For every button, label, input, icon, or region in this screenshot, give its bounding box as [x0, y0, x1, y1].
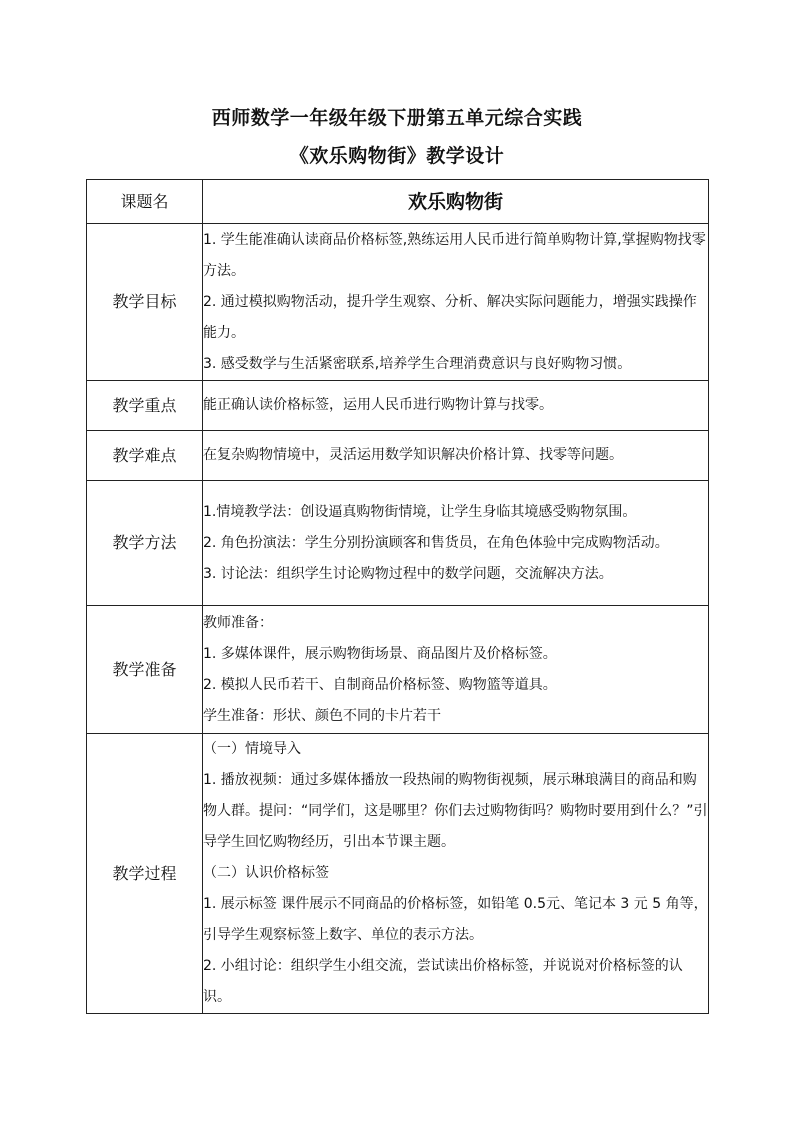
preparation-row — [87, 606, 709, 734]
method-item: 2. 角色扮演法：学生分别扮演顾客和售货员，在角色体验中完成购物活动。 — [203, 534, 669, 551]
objectives-label: 教学目标 — [87, 224, 203, 381]
difficulties-label: 教学难点 — [87, 431, 203, 481]
process-label: 教学过程 — [87, 734, 203, 1014]
difficulties-text: 在复杂购物情境中，灵活运用数学知识解决价格计算、找零等问题。 — [203, 447, 623, 463]
objectives-content — [203, 224, 709, 381]
preparation-content — [203, 606, 709, 734]
process-item: （一）情境导入 — [203, 741, 301, 757]
process-content — [203, 734, 709, 1014]
preparation-item: 2. 模拟人民币若干、自制商品价格标签、购物篮等道具。 — [203, 676, 557, 693]
key-points-content — [203, 381, 709, 431]
topic-value: 欢乐购物街 — [203, 180, 709, 224]
document-title: 西师数学一年级年级下册第五单元综合实践 — [211, 107, 583, 129]
methods-label: 教学方法 — [87, 481, 203, 606]
preparation-label: 教学准备 — [87, 606, 203, 734]
key-points-text: 能正确认读价格标签，运用人民币进行购物计算与找零。 — [203, 397, 553, 413]
difficulties-content — [203, 431, 709, 481]
process-item: 1. 展示标签 课件展示不同商品的价格标签，如铅笔 0.5元、笔记本 3 元 5 角等，引导学生观察标签上数字、单位的表示方法。 — [203, 896, 708, 943]
preparation-item: 学生准备：形状、颜色不同的卡片若干 — [203, 707, 441, 724]
method-item: 1.情境教学法：创设逼真购物街情境，让学生身临其境感受购物氛围。 — [203, 503, 637, 520]
topic-row — [87, 180, 709, 224]
process-row — [87, 734, 709, 1014]
document-subtitle: 《欢乐购物街》教学设计 — [289, 145, 505, 167]
objective-item: 1. 学生能准确认读商品价格标签,熟练运用人民币进行简单购物计算,掌握购物找零方法。 — [203, 231, 706, 279]
difficulties-row — [87, 431, 709, 481]
key-points-row — [87, 381, 709, 431]
process-item: （二）认识价格标签 — [203, 865, 329, 881]
objective-item: 2. 通过模拟购物活动，提升学生观察、分析、解决实际问题能力，增强实践操作能力。 — [203, 293, 697, 341]
objectives-row — [87, 224, 709, 381]
topic-label: 课题名 — [87, 180, 203, 224]
methods-content — [203, 481, 709, 606]
process-item: 1. 播放视频：通过多媒体播放一段热闹的购物街视频，展示琳琅满目的商品和购物人群。提问：“同学们，这是哪里？你们去过购物街吗？购物时要用到什么？”引导学生回忆购物经历，引出本节课主题。 — [203, 772, 708, 850]
objective-item: 3. 感受数学与生活紧密联系,培养学生合理消费意识与良好购物习惯。 — [203, 355, 632, 372]
preparation-item: 教师准备： — [203, 614, 273, 631]
lesson-plan-table — [86, 179, 709, 1014]
preparation-item: 1. 多媒体课件，展示购物街场景、商品图片及价格标签。 — [203, 645, 557, 662]
key-points-label: 教学重点 — [87, 381, 203, 431]
process-item: 2. 小组讨论：组织学生小组交流，尝试读出价格标签，并说说对价格标签的认识。 — [203, 958, 683, 1005]
methods-row — [87, 481, 709, 606]
method-item: 3. 讨论法：组织学生讨论购物过程中的数学问题，交流解决方法。 — [203, 565, 613, 582]
